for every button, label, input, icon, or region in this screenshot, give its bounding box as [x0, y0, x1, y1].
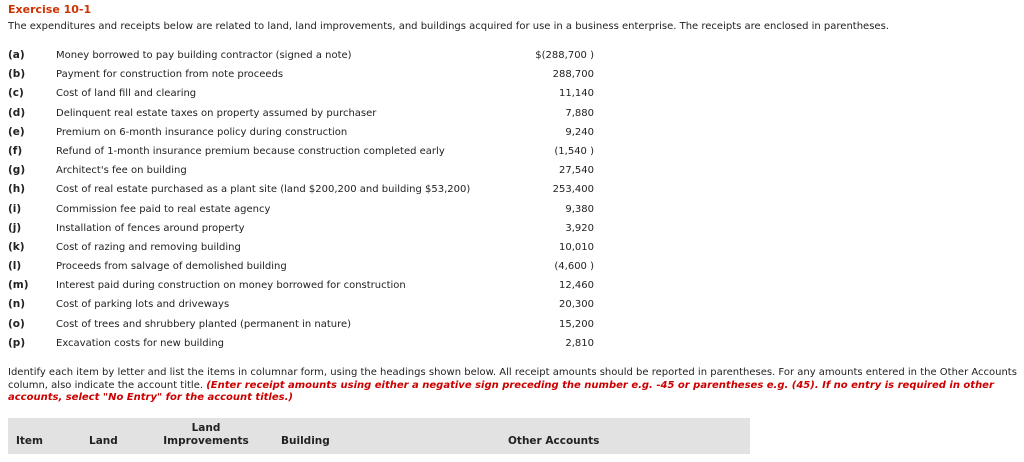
item-description: Excavation costs for new building: [56, 337, 225, 349]
item-amount: 11,140: [559, 88, 594, 100]
item-amount: (1,540 ): [554, 145, 594, 157]
item-description: Cost of razing and removing building: [56, 241, 241, 253]
list-item: [8, 161, 608, 180]
item-amount: 9,380: [565, 203, 594, 215]
item-description: Proceeds from salvage of demolished building: [56, 261, 287, 273]
column-header-building: Building: [281, 435, 330, 447]
item-letter: (f): [8, 144, 23, 157]
item-description: Cost of parking lots and driveways: [56, 299, 230, 311]
list-item: [8, 46, 608, 65]
item-amount: 3,920: [565, 222, 594, 234]
item-amount: 253,400: [552, 184, 594, 196]
item-letter: (h): [8, 183, 26, 196]
item-amount: 27,540: [559, 165, 594, 177]
list-item: [8, 65, 608, 84]
item-letter: (c): [8, 87, 24, 100]
column-header-land: Land: [89, 435, 118, 447]
list-item: [8, 334, 608, 353]
item-letter: (g): [8, 164, 26, 177]
item-amount: (4,600 ): [554, 261, 594, 273]
item-description: Refund of 1-month insurance premium because construction completed early: [56, 145, 445, 157]
item-amount: 288,700: [552, 69, 594, 81]
column-header-land-improvements-line1: Land: [191, 422, 221, 434]
item-amount: 10,010: [559, 241, 594, 253]
column-header-other-accounts: Other Accounts: [508, 435, 600, 447]
list-item: [8, 84, 608, 103]
item-letter: (o): [8, 317, 25, 330]
item-amount: 9,240: [565, 126, 594, 138]
item-letter: (a): [8, 49, 25, 61]
item-description: Cost of land fill and clearing: [56, 88, 197, 100]
list-item: [8, 180, 608, 199]
item-letter: (b): [8, 68, 26, 81]
item-amount: 2,810: [565, 337, 594, 349]
item-description: Premium on 6-month insurance policy during construction: [56, 126, 348, 138]
item-amount: 20,300: [559, 299, 594, 311]
column-header-land-improvements-line2: Improvements: [163, 435, 249, 447]
item-description: Payment for construction from note proceeds: [56, 69, 284, 81]
item-description: Architect's fee on building: [56, 165, 187, 177]
item-amount: 7,880: [565, 107, 594, 119]
list-item: [8, 315, 608, 334]
item-description: Commission fee paid to real estate agency: [56, 203, 271, 215]
instructions: [8, 367, 1020, 405]
item-letter: (e): [8, 125, 25, 138]
instructions-text: Identify each item by letter and list the items in columnar form, using the headings shown below. All receipt amounts should be reported in parentheses. For any amounts entered in the Other Accounts column, also indicate the account title.: [8, 367, 1017, 391]
list-item: [8, 257, 608, 276]
item-description: Interest paid during construction on money borrowed for construction: [56, 280, 406, 292]
item-letter: (i): [8, 202, 22, 215]
item-amount: 12,460: [559, 280, 594, 292]
list-item: [8, 104, 608, 123]
list-item: [8, 276, 608, 295]
list-item: [8, 200, 608, 219]
intro-text: The expenditures and receipts below are related to land, land improvements, and buildings acquired for use in a business enterprise. The receipts are enclosed in parentheses.: [8, 21, 889, 32]
column-header-item: Item: [16, 435, 43, 447]
item-letter: (k): [8, 240, 25, 253]
item-letter: (d): [8, 106, 26, 119]
item-letter: (l): [8, 260, 22, 273]
expenditure-list: [8, 46, 608, 353]
exercise-title: Exercise 10-1: [8, 3, 92, 16]
list-item: [8, 142, 608, 161]
list-item: [8, 219, 608, 238]
instructions-emphasis: (Enter receipt amounts using either a negative sign preceding the number e.g. -45 or parentheses e.g. (45). If no entry is required in other accounts, select "No Entry" for the account titles.): [8, 379, 994, 403]
item-letter: (p): [8, 336, 26, 349]
item-description: Money borrowed to pay building contractor (signed a note): [56, 50, 352, 61]
item-letter: (j): [8, 221, 22, 234]
item-amount: 15,200: [559, 318, 594, 330]
item-description: Delinquent real estate taxes on property assumed by purchaser: [56, 107, 377, 119]
item-description: Cost of real estate purchased as a plant site (land $200,200 and building $53,200): [56, 184, 471, 196]
list-item: [8, 123, 608, 142]
item-amount: $(288,700 ): [535, 50, 594, 61]
item-letter: (n): [8, 298, 26, 311]
item-letter: (m): [8, 279, 29, 292]
list-item: [8, 238, 608, 257]
list-item: [8, 295, 608, 314]
item-description: Installation of fences around property: [56, 222, 245, 234]
answer-table-header: [8, 418, 750, 454]
item-description: Cost of trees and shrubbery planted (permanent in nature): [56, 318, 352, 330]
column-header-land-improvements: [159, 422, 253, 448]
